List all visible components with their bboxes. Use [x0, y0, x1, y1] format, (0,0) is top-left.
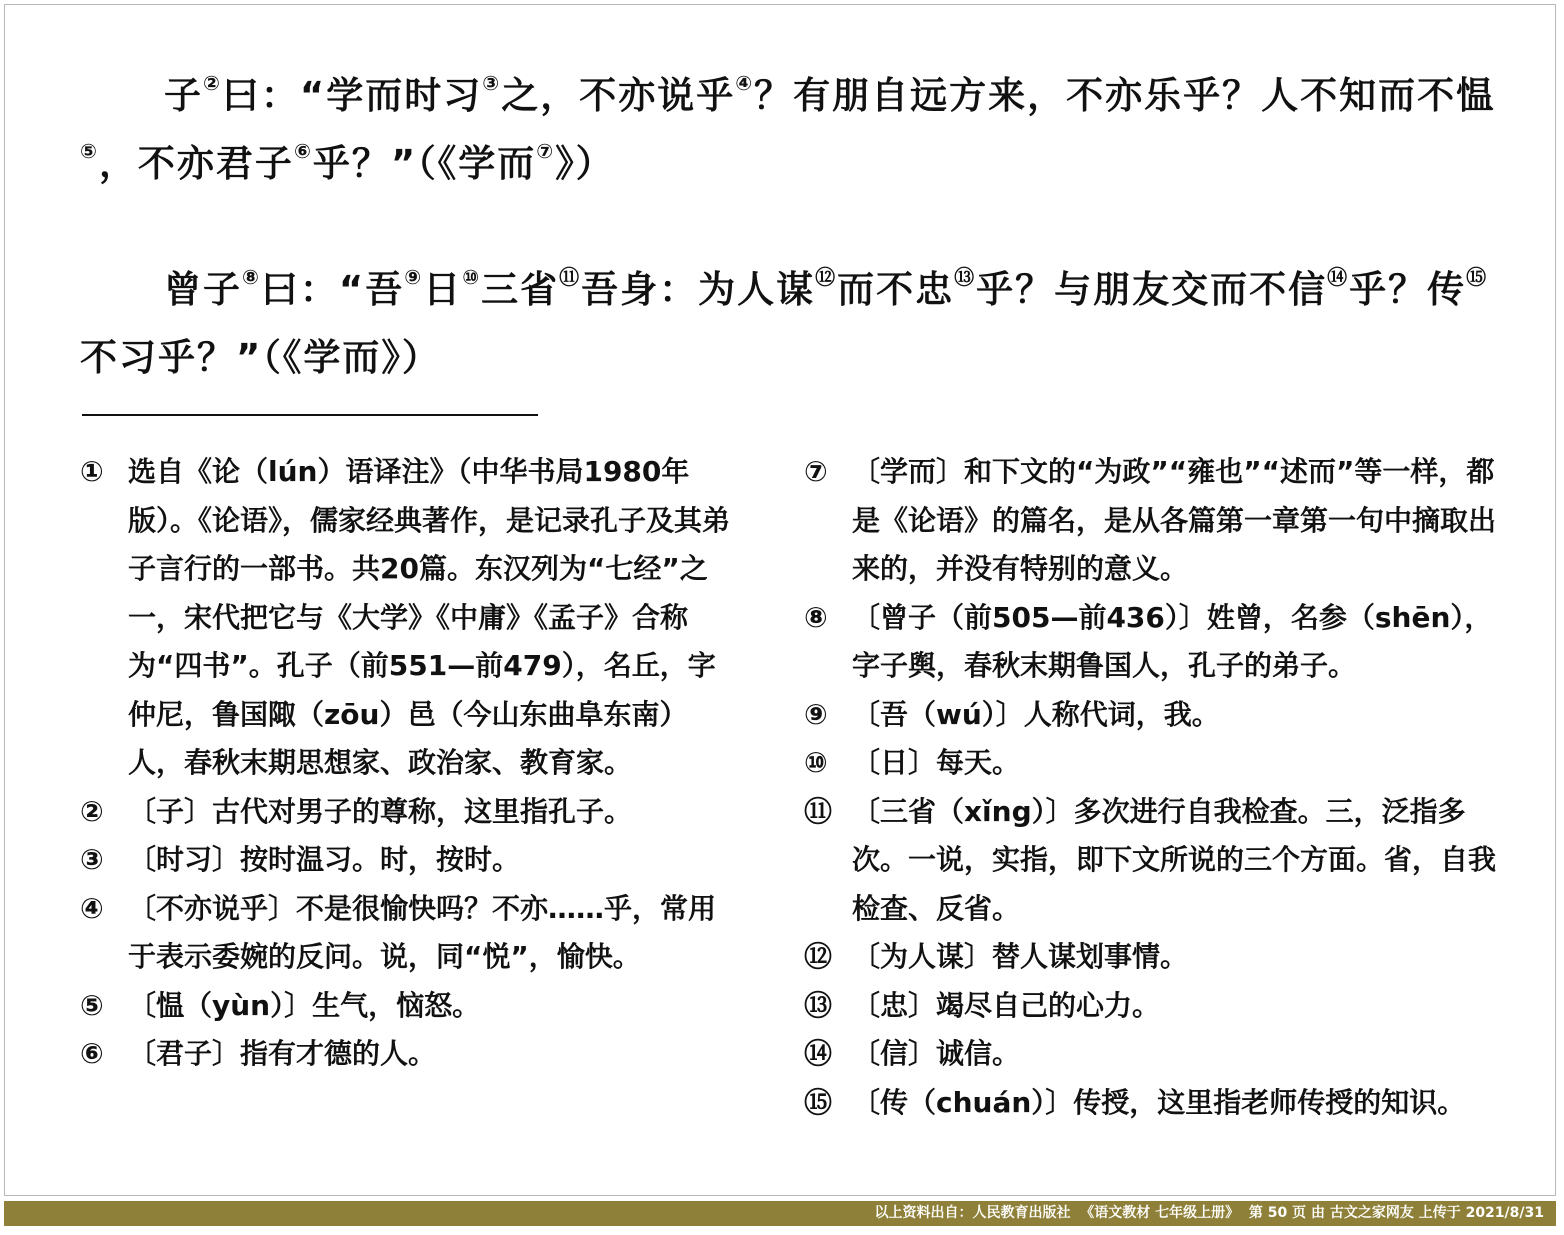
footnote-text: 〔日〕每天。: [852, 746, 1021, 779]
source-footer-bar: [4, 1201, 1556, 1226]
footnote-marker: ⑦: [536, 139, 556, 163]
text-segment: 曰：“学而时习: [221, 74, 483, 117]
footnote-number: ⑫: [804, 940, 833, 973]
footnote-marker: ④: [735, 71, 755, 95]
footnote-number: ⑦: [804, 455, 828, 488]
text-segment: 曰：“吾: [260, 268, 405, 311]
footnote-divider: [82, 414, 538, 416]
footnote-text: 〔吾（wú）〕人称代词，我。: [852, 697, 1220, 731]
footnote-item: [80, 1030, 740, 1079]
footnote-item: [804, 594, 1516, 691]
footnote-marker: ⑬: [954, 265, 977, 289]
footnote-number: ③: [80, 843, 104, 876]
text-segment: 乎？与朋友交而不信: [976, 268, 1328, 311]
footnote-text: 选自《论（lún）语译注》（中华书局1980年版）。《论语》，儒家经典著作，是记录孔子及其弟子言行的一部书。共20篇。东汉列为“七经”之一，宋代把它与《大学》《中庸》《孟子》合称为“四书”。孔子（前551—前479），名丘，字仲尼，鲁国陬（zōu）邑（今山东曲阜东南）人，春秋末期思想家、政治家、教育家。: [128, 455, 731, 779]
text-segment: 不习乎？”（《学而》）: [80, 336, 441, 379]
footnote-item: [80, 836, 740, 885]
footnote-marker: ⑨: [404, 265, 424, 289]
main-paragraph-1: [80, 62, 1520, 198]
main-paragraph-2: [80, 256, 1520, 392]
footnote-item: [804, 1030, 1516, 1079]
footnote-item: [804, 691, 1516, 740]
footnote-marker: ⑫: [815, 265, 838, 289]
text-segment: 乎？”（《学而: [312, 142, 537, 185]
text-segment: 吾身：为人谋: [581, 268, 816, 311]
footnote-marker: ⑮: [1466, 265, 1489, 289]
footnote-number: ④: [80, 891, 104, 925]
footnote-marker: ⑭: [1327, 265, 1350, 289]
footnote-number: ⑬: [804, 988, 833, 1022]
footnote-marker: ⑤: [80, 139, 99, 163]
footnote-number: ①: [80, 455, 104, 488]
text-segment: ？有朋自远方来，不亦乐乎？人不知而不愠: [754, 74, 1496, 117]
footnote-number: ⑥: [80, 1037, 104, 1070]
footnote-marker: ⑧: [242, 265, 261, 289]
footnote-text: 〔愠（yùn）〕生气，恼怒。: [128, 988, 481, 1022]
footnote-item: [80, 448, 740, 788]
footnote-text: 〔信〕诚信。: [852, 1037, 1021, 1070]
footnote-number: ②: [80, 794, 104, 828]
footnote-marker: ⑥: [293, 139, 313, 163]
footnote-item: [804, 448, 1516, 594]
footnote-text: 〔曾子（前505—前436）〕姓曾，名参（shēn），字子舆，春秋末期鲁国人，孔子的弟子。: [852, 600, 1493, 682]
footnote-number: ⑤: [80, 988, 104, 1022]
footnote-text: 〔君子〕指有才德的人。: [128, 1037, 437, 1070]
text-segment: 子: [164, 74, 203, 117]
footnote-marker: ⑩: [462, 265, 482, 289]
footnote-text: 〔时习〕按时温习。时，按时。: [128, 843, 521, 876]
text-segment: 》）: [555, 142, 615, 185]
text-segment: 而不忠: [837, 268, 955, 311]
footnote-text: 〔学而〕和下文的“为政”“雍也”“述而”等一样，都是《论语》的篇名，是从各篇第一章第一句中摘取出来的，并没有特别的意义。: [852, 455, 1497, 585]
footnote-text: 〔子〕古代对男子的尊称，这里指孔子。: [128, 794, 633, 828]
footnote-marker: ⑪: [559, 265, 582, 289]
footnote-text: 〔忠〕竭尽自己的心力。: [852, 988, 1161, 1022]
text-segment: 三省: [481, 268, 560, 311]
footnote-item: [80, 788, 740, 837]
footnote-text: 〔传（chuán）〕传授，这里指老师传授的知识。: [852, 1085, 1466, 1119]
footnote-number: ⑪: [804, 794, 833, 828]
footnote-number: ⑧: [804, 600, 828, 634]
footnote-item: [804, 739, 1516, 788]
footnote-number: ⑮: [804, 1085, 833, 1119]
footnote-text: 〔三省（xǐng）〕多次进行自我检查。三，泛指多次。一说，实指，即下文所说的三个方面。省，自我检查、反省。: [852, 794, 1497, 925]
footnote-marker: ③: [482, 71, 502, 95]
footnote-item: [804, 788, 1516, 934]
text-segment: 乎？传: [1349, 268, 1467, 311]
text-segment: ，不亦君子: [98, 142, 294, 185]
source-footer-text: 以上资料出自：人民教育出版社 《语文教材 七年级上册》 第 50 页 由 古文之家网友 上传于 2021/8/31: [874, 1205, 1544, 1221]
footnote-item: [804, 982, 1516, 1031]
footnotes-right-column: [804, 448, 1516, 1127]
footnote-item: [804, 1079, 1516, 1128]
footnote-number: ⑩: [804, 746, 828, 779]
footnote-marker: ②: [203, 71, 222, 95]
text-segment: 之，不亦说乎: [501, 74, 736, 117]
footnote-text: 〔为人谋〕替人谋划事情。: [852, 940, 1189, 973]
footnotes-left-column: [80, 448, 740, 1079]
footnote-item: [80, 885, 740, 982]
footnote-number: ⑨: [804, 697, 828, 731]
footnote-text: 〔不亦说乎〕不是很愉快吗？不亦……乎，常用于表示委婉的反问。说，同“悦”，愉快。: [128, 891, 717, 973]
footnote-item: [80, 982, 740, 1031]
text-segment: 日: [423, 268, 463, 311]
footnote-number: ⑭: [804, 1037, 833, 1070]
footnote-item: [804, 933, 1516, 982]
text-segment: 曾子: [164, 268, 242, 311]
